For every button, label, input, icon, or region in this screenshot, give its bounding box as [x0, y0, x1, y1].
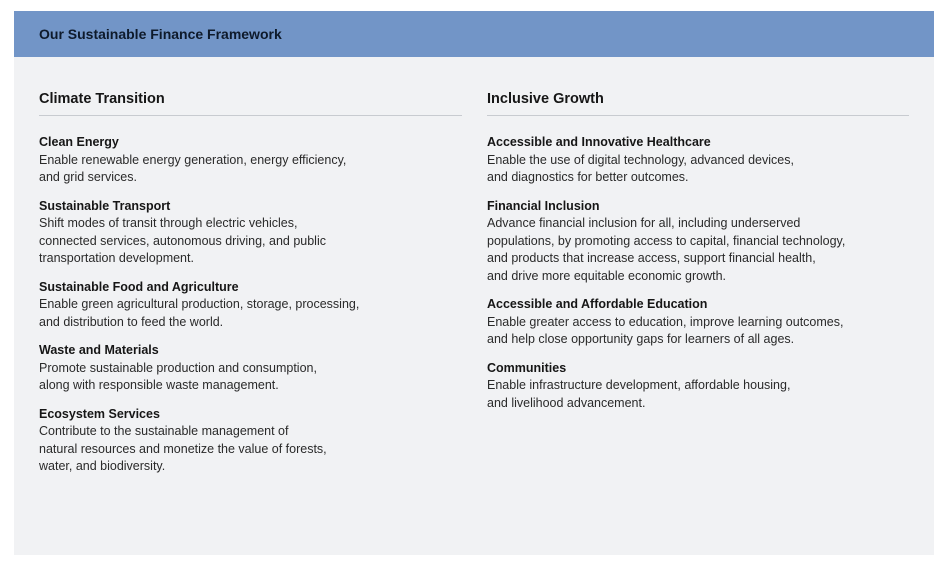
item-title: Clean Energy — [39, 135, 119, 149]
list-item-financial-inclusion — [487, 198, 909, 286]
climate-transition-list — [39, 134, 462, 476]
list-item-education — [487, 296, 909, 349]
item-title: Communities — [487, 360, 567, 375]
inclusive-growth-column — [487, 91, 909, 423]
item-title: Ecosystem Services — [39, 406, 160, 421]
list-item-sustainable-food-agriculture — [39, 279, 462, 332]
column-title-climate-transition: Climate Transition — [39, 91, 462, 116]
item-description: Contribute to the sustainable management of natural resources and monetize the value of forests, water, and biodiversity. — [39, 424, 327, 473]
item-title: Sustainable Transport — [39, 198, 171, 213]
item-description: Shift modes of transit through electric vehicles, connected services, autonomous driving, and public transportation development. — [39, 216, 326, 265]
list-item-sustainable-transport — [39, 198, 462, 268]
list-item-healthcare — [487, 134, 909, 187]
item-title: Sustainable Food and Agriculture — [39, 279, 239, 294]
inclusive-growth-list — [487, 134, 909, 412]
item-description: Advance financial inclusion for all, including underserved populations, by promoting access to capital, financial technology, and products that increase access, support financial health, and drive more equitable economic growth. — [487, 216, 846, 283]
item-title: Accessible and Innovative Healthcare — [487, 135, 711, 149]
framework-panel — [14, 11, 934, 555]
column-title-inclusive-growth: Inclusive Growth — [487, 91, 909, 116]
item-description: Enable the use of digital technology, advanced devices, and diagnostics for better outcomes. — [487, 152, 794, 184]
item-description: Enable renewable energy generation, energy efficiency, and grid services. — [39, 152, 347, 184]
item-description: Enable infrastructure development, affordable housing, and livelihood advancement. — [487, 378, 791, 410]
item-description: Promote sustainable production and consumption, along with responsible waste management. — [39, 360, 317, 392]
framework-header — [14, 11, 934, 57]
list-item-communities — [487, 360, 909, 413]
item-title: Accessible and Affordable Education — [487, 297, 708, 311]
framework-title: Our Sustainable Finance Framework — [39, 26, 282, 42]
item-description: Enable greater access to education, improve learning outcomes, and help close opportunity gaps for learners of all ages. — [487, 314, 844, 346]
list-item-clean-energy — [39, 134, 462, 187]
item-description: Enable green agricultural production, storage, processing, and distribution to feed the world. — [39, 297, 360, 329]
list-item-waste-materials — [39, 342, 462, 395]
item-title: Financial Inclusion — [487, 198, 600, 213]
item-title: Waste and Materials — [39, 343, 159, 357]
climate-transition-column — [39, 91, 462, 487]
list-item-ecosystem-services — [39, 406, 462, 476]
